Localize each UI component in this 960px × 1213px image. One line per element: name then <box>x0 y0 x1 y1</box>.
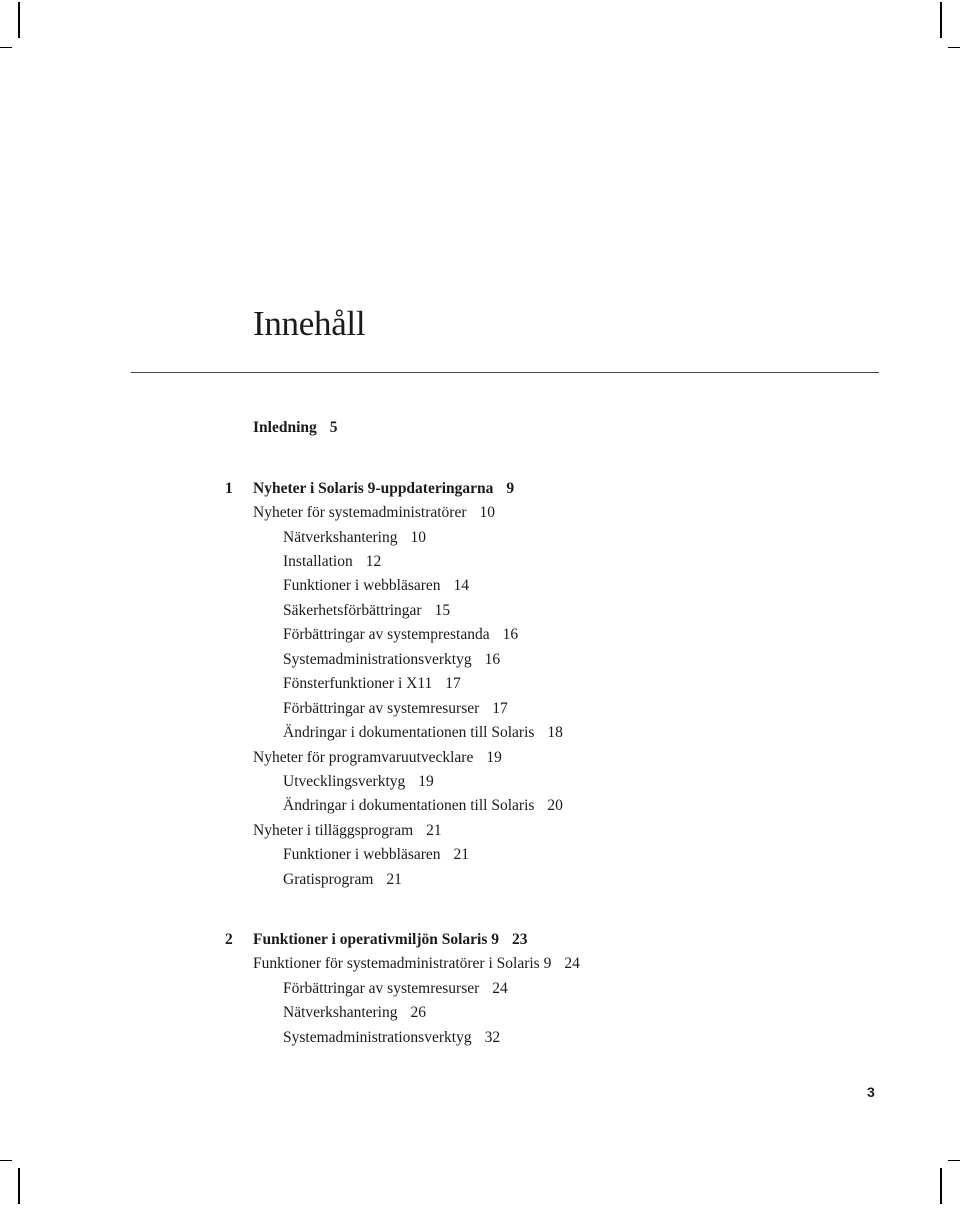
toc-entry-page: 9 <box>506 480 515 497</box>
toc-entry-label: Inledning <box>253 419 317 436</box>
toc-entry-page: 15 <box>434 602 451 619</box>
toc-entry-page: 32 <box>484 1029 501 1046</box>
toc-entry-label: Systemadministrationsverktyg <box>283 1029 472 1046</box>
crop-mark <box>940 1168 942 1204</box>
toc-entry[interactable] <box>283 578 469 594</box>
toc-entry-label: Systemadministrationsverktyg <box>283 651 472 668</box>
toc-entry[interactable] <box>283 603 450 619</box>
toc-entry-page: 12 <box>365 553 382 570</box>
toc-entry-page: 17 <box>492 700 508 717</box>
toc-entry-label: Nyheter för systemadministratörer <box>253 504 467 521</box>
toc-entry-label: Funktioner för systemadministratörer i Solaris 9 <box>253 955 552 972</box>
toc-entry[interactable] <box>283 872 402 888</box>
toc-entry-label: Utvecklingsverktyg <box>283 773 406 790</box>
toc-entry[interactable] <box>283 798 563 814</box>
toc-entry-page: 24 <box>492 980 508 997</box>
toc-entry-page: 19 <box>486 749 502 766</box>
toc-entry-label: Nyheter för programvaruutvecklare <box>253 749 474 766</box>
toc-entry-page: 20 <box>547 797 563 814</box>
toc-entry-label: Förbättringar av systemresurser <box>283 700 480 717</box>
chapter-number: 1 <box>225 480 233 497</box>
toc-entry-label: Ändringar i dokumentationen till Solaris <box>283 724 535 741</box>
toc-entry-page: 5 <box>329 419 338 436</box>
toc-entry-page: 26 <box>410 1004 426 1021</box>
toc-entry-label: Nyheter i tilläggsprogram <box>253 822 414 839</box>
toc-entry-page: 17 <box>445 675 461 692</box>
toc-entry-label: Förbättringar av systemresurser <box>283 980 480 997</box>
toc-entry-page: 18 <box>547 724 563 741</box>
toc-entry-label: Säkerhetsförbättringar <box>283 602 422 619</box>
toc-entry-page: 21 <box>453 846 470 863</box>
crop-mark <box>0 47 12 48</box>
toc-entry-label: Installation <box>283 553 353 570</box>
toc-entry[interactable] <box>283 554 381 570</box>
toc-entry[interactable] <box>283 676 461 692</box>
toc-entry-label: Fönsterfunktioner i X11 <box>283 675 433 692</box>
crop-mark <box>0 1160 12 1161</box>
toc-entry-page: 21 <box>426 822 442 839</box>
toc-entry[interactable] <box>283 774 434 790</box>
toc-entry[interactable] <box>283 1030 500 1046</box>
toc-entry[interactable] <box>283 627 518 643</box>
toc-entry[interactable] <box>283 1005 426 1021</box>
toc-entry-page: 10 <box>410 529 426 546</box>
toc-entry-page: 24 <box>564 955 580 972</box>
page-number: 3 <box>867 1084 875 1100</box>
toc-entry[interactable] <box>253 823 442 839</box>
toc-entry-label: Förbättringar av systemprestanda <box>283 626 490 643</box>
toc-entry-label: Funktioner i operativmiljön Solaris 9 <box>253 931 500 948</box>
toc-entry[interactable] <box>283 701 508 717</box>
crop-mark <box>940 2 942 38</box>
crop-mark <box>18 2 20 38</box>
toc-entry[interactable] <box>253 505 495 521</box>
chapter-number: 2 <box>225 931 233 948</box>
title-rule <box>131 372 879 373</box>
toc-entry-label: Nätverkshantering <box>283 1004 398 1021</box>
toc-intro[interactable] <box>253 420 338 436</box>
toc-entry-page: 21 <box>386 871 402 888</box>
toc-entry-label: Funktioner i webbläsaren <box>283 846 441 863</box>
toc-entry[interactable] <box>253 956 580 972</box>
page-title: Innehåll <box>253 304 366 343</box>
toc-entry-label: Nätverkshantering <box>283 529 398 546</box>
toc-entry-label: Funktioner i webbläsaren <box>283 577 441 594</box>
toc-entry-page: 19 <box>418 773 434 790</box>
toc-entry-label: Nyheter i Solaris 9-uppdateringarna <box>253 480 494 497</box>
toc-entry-page: 10 <box>479 504 495 521</box>
toc-entry-page: 16 <box>502 626 519 643</box>
toc-entry[interactable] <box>283 530 426 546</box>
toc-entry[interactable] <box>283 725 563 741</box>
toc-entry-page: 16 <box>484 651 501 668</box>
toc-entry[interactable] <box>283 652 500 668</box>
crop-mark <box>948 1160 960 1161</box>
toc-entry-page: 14 <box>453 577 470 594</box>
toc-entry[interactable] <box>283 981 508 997</box>
crop-mark <box>18 1168 20 1204</box>
toc-entry-label: Gratisprogram <box>283 871 374 888</box>
toc-entry[interactable] <box>283 847 469 863</box>
toc-entry[interactable] <box>253 750 502 766</box>
toc-entry-label: Ändringar i dokumentationen till Solaris <box>283 797 535 814</box>
toc-entry-page: 23 <box>512 931 528 948</box>
crop-mark <box>948 47 960 48</box>
